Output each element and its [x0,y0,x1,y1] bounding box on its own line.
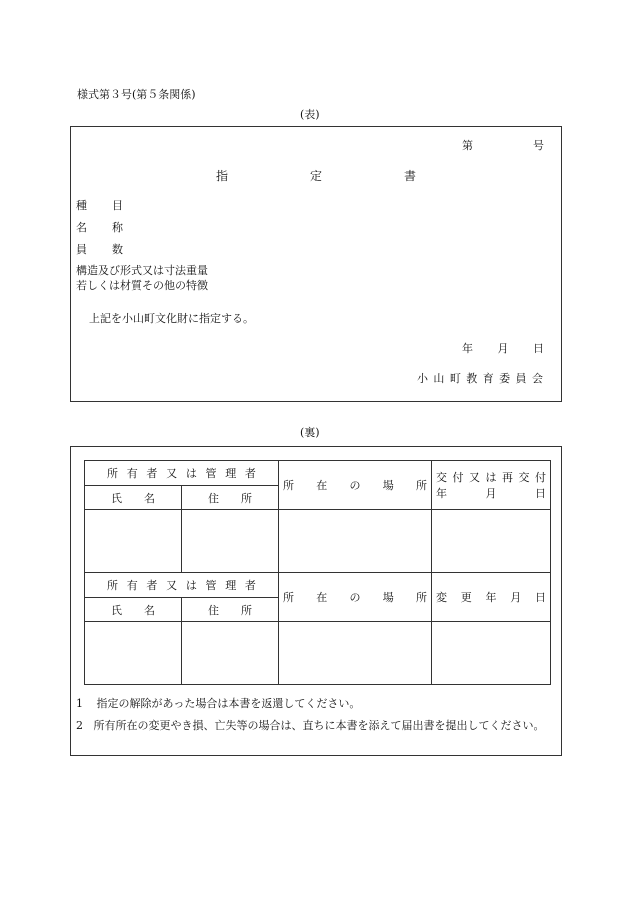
issue-date-cell [432,510,551,573]
note-1-number: 1 [76,697,83,710]
table-row [85,622,551,685]
title-char-3: 書 [403,169,416,183]
designation-statement: 上記を小山町文化財に指定する。 [89,312,254,325]
field-count-label: 員 数 [76,243,123,256]
title-char-1: 指 [216,169,229,183]
table-row [85,573,551,598]
location-cell [279,510,432,573]
date-month: 月 [497,342,509,355]
owner-name-cell-2 [85,622,182,685]
note-1 [76,696,360,711]
front-side-label: (表) [300,108,320,121]
location-header-cell: 所 在 の 場 所 [279,461,432,510]
number-suffix: 号 [533,139,544,152]
table-row [85,510,551,573]
owner-name-cell [85,510,182,573]
back-side-label: (裏) [300,426,320,439]
note-1-text: 指定の解除があった場合は本書を返還してください。 [96,697,361,710]
owner-header-cell-2: 所 有 者 又 は 管 理 者 [85,573,279,598]
address-header-cell: 住 所 [182,486,279,510]
number-prefix: 第 [462,139,473,152]
ownership-table [84,460,551,685]
form-number-label: 様式第３号(第５条関係) [77,88,196,101]
note-2-text: 所有所在の変更やき損、亡失等の場合は、直ちに本書を添えて届出書を提出してください。 [93,719,545,732]
change-date-cell [432,622,551,685]
name-header-cell-2: 氏 名 [85,598,182,622]
date-day: 日 [533,342,544,355]
note-2 [76,718,556,733]
owner-address-cell [182,510,279,573]
certificate-number [462,137,544,153]
table-row [85,461,551,486]
address-header-cell-2: 住 所 [182,598,279,622]
certificate-front [70,126,562,402]
field-structure-label-line1: 構造及び形式又は寸法重量 [76,264,208,277]
issue-header-cell: 交 付 又 は 再 交 付 年 月 日 [432,461,551,510]
title-char-2: 定 [309,169,322,183]
owner-header-cell: 所 有 者 又 は 管 理 者 [85,461,279,486]
field-kind-label: 種 目 [76,199,123,212]
date-year: 年 [462,342,473,355]
location-header-cell-2: 所 在 の 場 所 [279,573,432,622]
certificate-title [216,167,416,184]
field-structure-label-line2: 若しくは材質その他の特徴 [76,279,208,292]
field-name-label: 名 称 [76,221,123,234]
change-header-cell: 変 更 年 月 日 [432,573,551,622]
issue-date [462,340,544,356]
location-cell-2 [279,622,432,685]
owner-address-cell-2 [182,622,279,685]
note-2-number: 2 [76,719,83,732]
name-header-cell: 氏 名 [85,486,182,510]
issuer-name: 小 山 町 教 育 委 員 会 [417,372,543,385]
